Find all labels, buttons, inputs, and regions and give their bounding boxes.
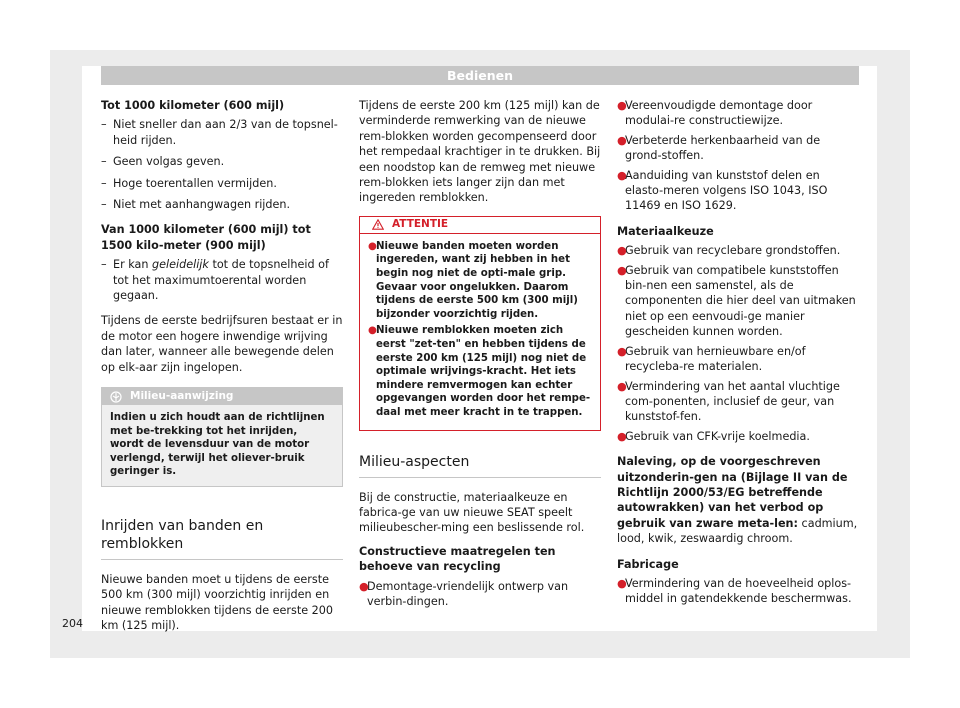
environment-note-box: [101, 387, 343, 487]
paragraph: Tijdens de eerste bedrijfsuren bestaat er in de motor een hogere inwendige wrijving dan later, wanneer alle bewegende delen op elk-aar zijn ingelopen.: [101, 314, 343, 374]
bullet-icon: ●: [617, 379, 627, 393]
paragraph: Tijdens de eerste 200 km (125 mijl) kan de verminderde remwerking van de nieuwe rem-blokken worden gecompenseerd door het rempedaal krachtiger in te drukken. Bij een noodstop kan de remweg met nieuwe rem-blokken iets langer zijn dan met ingereden remblokken.: [359, 99, 601, 205]
environment-note-text: Indien u zich houdt aan de richtlijnen met be-trekking tot het inrijden, wordt de levensduur van de motor verlengd, terwijl het oliever-bruik geringer is.: [102, 405, 342, 486]
section-title-environment: Milieu-aspecten: [359, 453, 601, 478]
bullet-icon: ●: [617, 429, 627, 443]
list-item: – Niet met aanhangwagen rijden.: [101, 197, 343, 212]
list-item: [101, 257, 343, 303]
list-item-text: Aanduiding van kunststof delen en elasto-meren volgens ISO 1043, ISO 11469 en ISO 1629.: [625, 168, 828, 213]
warning-item: [368, 240, 592, 322]
list-item: [359, 579, 601, 610]
list-item: [617, 263, 859, 340]
section-title-tires-brakes: Inrijden van banden en remblokken: [101, 517, 343, 560]
heavy-metals-paragraph: [617, 454, 859, 546]
list-item: [617, 243, 859, 258]
list-item: – Niet sneller dan aan 2/3 van de topsnel-heid rijden.: [101, 117, 343, 148]
leaf-icon: [110, 391, 122, 403]
list-item: [617, 344, 859, 375]
list-item-text: Vermindering van de hoeveelheid oplos-middel in gatendekkende beschermwas.: [625, 576, 852, 606]
list-item: [617, 576, 859, 607]
column-1: [101, 98, 343, 642]
bullet-icon: ●: [359, 579, 369, 593]
list-item: [617, 429, 859, 444]
bullet-icon: ●: [617, 576, 627, 590]
paragraph: Bij de constructie, materiaalkeuze en fabrica-ge van uw nieuwe SEAT speelt milieubescher-ming een beslissende rol.: [359, 490, 585, 535]
bullet-icon: ●: [617, 344, 627, 358]
paragraph: Nieuwe banden moet u tijdens de eerste 500 km (300 mijl) voorzichtig inrijden en nieuwe remblokken tijdens de eerste 200 km (125 mijl).: [101, 573, 334, 633]
bullet-icon: ●: [617, 99, 627, 112]
warning-item-text: Nieuwe remblokken moeten zich eerst "zet-ten" en hebben tijdens de eerste 200 km (125 mijl) nog niet de optimale wrijvings-kracht. Het iets mindere remvermogen kan echter opgevangen worden door het rempe-daal met meer kracht in te trappen.: [376, 325, 591, 418]
bullet-icon: ●: [617, 168, 627, 182]
environment-note-header: [102, 388, 342, 405]
column-2: [359, 98, 601, 613]
subheading-first-1000km: Tot 1000 kilometer (600 mijl): [101, 99, 285, 112]
heavy-metals-text: cadmium, lood, kwik, zeswaardig chroom.: [617, 516, 858, 546]
subheading-manufacturing: Fabricage: [617, 557, 679, 571]
warning-triangle-icon: [372, 219, 384, 230]
list-item: – Hoge toerentallen vermijden.: [101, 176, 343, 191]
column-3: [617, 98, 859, 611]
list-item-text-pre: Er kan: [113, 258, 153, 272]
bullet-icon: ●: [617, 133, 627, 147]
warning-box: [359, 216, 601, 431]
warning-header: [360, 217, 600, 234]
list-item: [617, 168, 859, 214]
subheading-1000-1500km: Van 1000 kilometer (600 mijl) tot 1500 kilo-meter (900 mijl): [101, 223, 311, 252]
page-number: 204: [62, 617, 83, 630]
list-item-text: Vermindering van het aantal vluchtige com-ponenten, inclusief de geur, van kunststof-fen.: [625, 379, 840, 424]
list-item-text-post: tot de topsnelheid of tot het maximumtoerental worden gegaan.: [113, 258, 329, 303]
warning-item: [368, 324, 592, 419]
list-item-text: Verbeterde herkenbaarheid van de grond-stoffen.: [625, 133, 821, 163]
page-header: Bedienen: [101, 66, 859, 85]
bullet-icon: ●: [617, 263, 627, 277]
list-item-text: Gebruik van hernieuwbare en/of recycleba-re materialen.: [625, 344, 806, 374]
list-item-emphasis: geleidelijk: [152, 258, 209, 272]
list-item-text: Gebruik van CFK-vrije koelmedia.: [625, 429, 810, 443]
bullet-icon: ●: [617, 244, 627, 258]
warning-item-text: Nieuwe banden moeten worden ingereden, want zij hebben in het begin nog niet de opti-male grip. Gevaar voor ongelukken. Daarom tijdens de eerste 500 km (300 mijl) bijzonder voorzichtig rijden.: [376, 240, 578, 320]
warning-title: ATTENTIE: [392, 218, 449, 231]
bullet-icon: ●: [368, 325, 377, 337]
environment-note-title: Milieu-aanwijzing: [130, 390, 234, 403]
warning-body: [360, 234, 600, 430]
subheading-material-choice: Materiaalkeuze: [617, 224, 714, 238]
list-item-text: Gebruik van recyclebare grondstoffen.: [625, 244, 841, 258]
list-item: – Geen volgas geven.: [101, 154, 343, 169]
heavy-metals-bold: Naleving, op de voorgeschreven uitzonderin-gen na (Bijlage II van de Richtlijn 2000/53/EG betreffende autowrakken) van het verbod op gebruik van zware meta-len:: [617, 455, 848, 530]
list-item: [617, 133, 859, 164]
list-item: [617, 98, 859, 129]
list-item-text: Vereenvoudigde demontage door modulai-re constructiewijze.: [625, 99, 813, 128]
list-item-text: Demontage-vriendelijk ontwerp van verbin-dingen.: [367, 579, 569, 608]
subheading-recycling: Constructieve maatregelen ten behoeve van recycling: [359, 544, 556, 574]
list-item: [617, 379, 859, 425]
list-item-text: Gebruik van compatibele kunststoffen bin-nen een samenstel, als de componenten die hier deel van uitmaken niet op een eenvoudi-ge manier gescheiden kunnen worden.: [625, 263, 856, 339]
bullet-icon: ●: [368, 240, 377, 252]
